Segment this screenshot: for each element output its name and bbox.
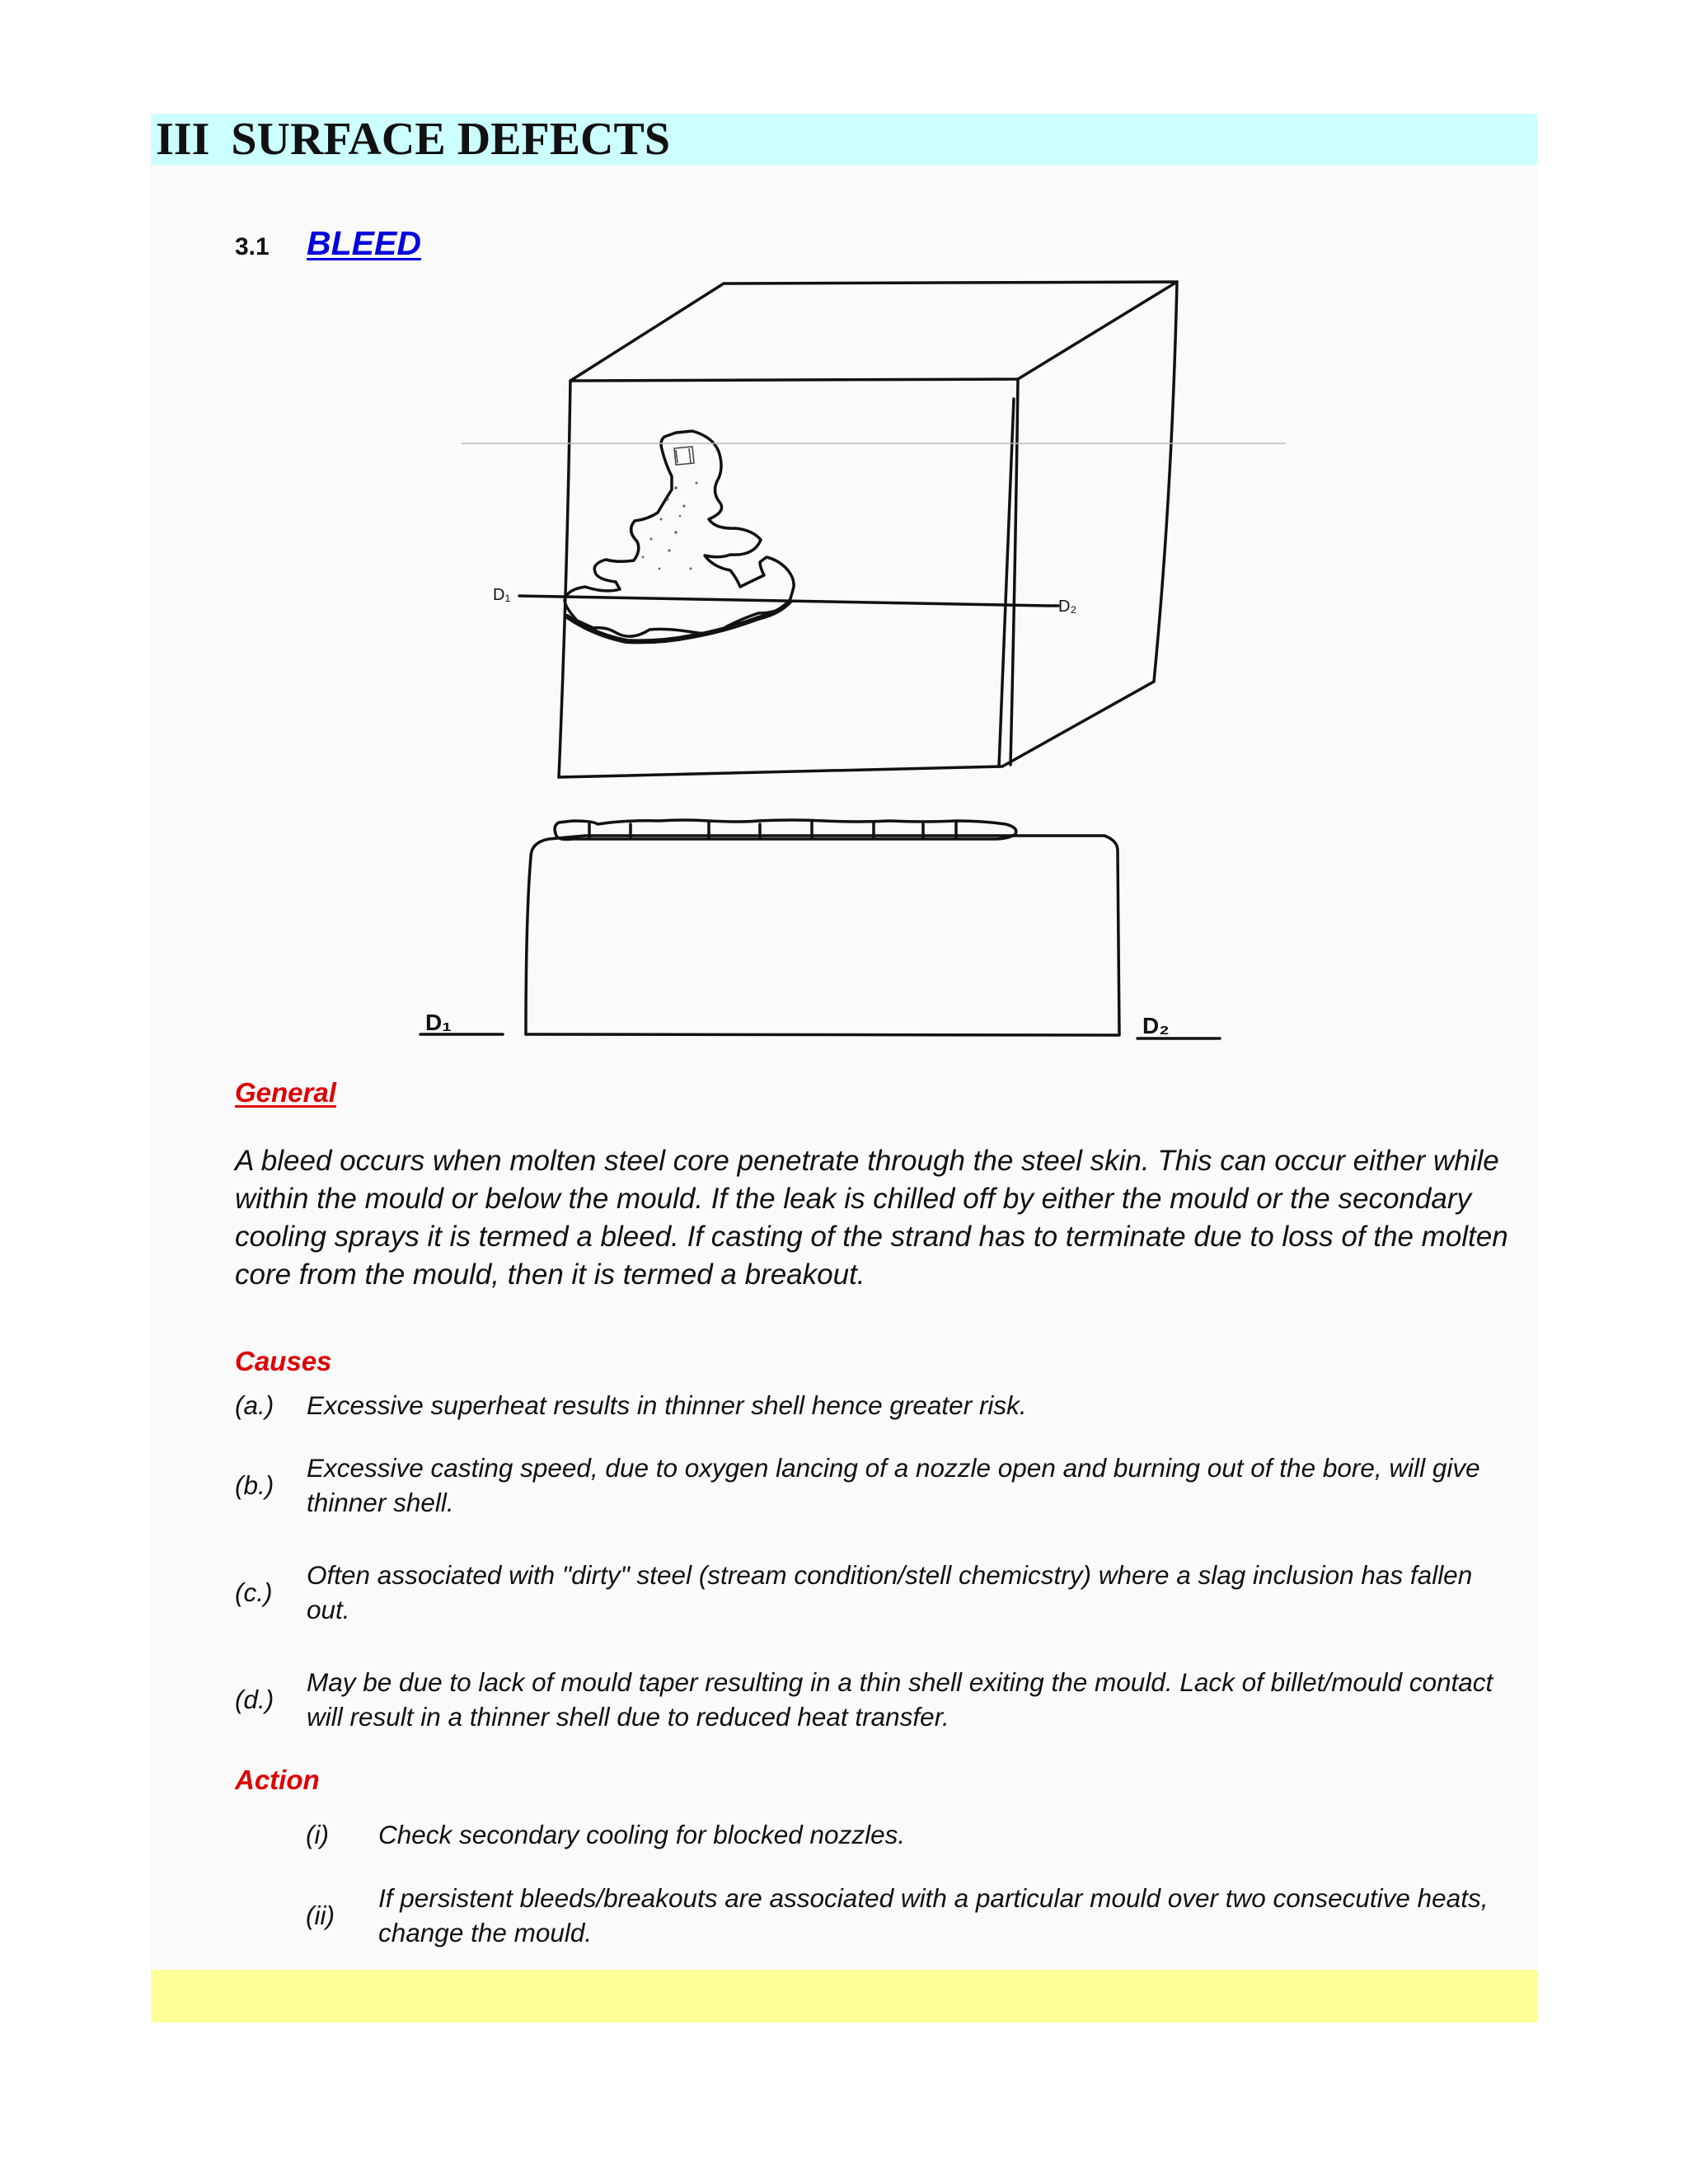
cause-label: (b.) [235, 1469, 274, 1500]
general-paragraph: A bleed occurs when molten steel core penetrate through the steel skin. This can occur either while within the mould or below the mould. If the leak is chilled off by either the mould or the secondary cooling sprays it is termed a bleed. If casting of the strand has to terminate due to loss of the molten core from the mould, then it is termed a breakout. [235, 1145, 1508, 1291]
action-heading: Action [235, 1765, 320, 1795]
label-d1-top: D₁ [493, 586, 511, 604]
footer-bar [151, 1970, 1537, 2022]
action-text: If persistent bleeds/breakouts are associated with a particular mould over two consecutive heats, change the mould. [378, 1883, 1489, 1947]
action-item [306, 1881, 1521, 1950]
cause-label: (d.) [235, 1684, 274, 1714]
cross-section [526, 820, 1119, 1035]
cause-item [235, 1388, 1521, 1422]
action-item [306, 1817, 1521, 1852]
section-number: 3.1 [235, 233, 270, 260]
action-label: (i) [306, 1819, 329, 1849]
cause-item [235, 1451, 1521, 1520]
section-heading [235, 224, 421, 263]
section-title-bar [151, 114, 1537, 165]
action-text: Check secondary cooling for blocked nozzles. [378, 1820, 906, 1849]
cause-label: (c.) [235, 1577, 273, 1607]
causes-heading: Causes [235, 1346, 332, 1376]
cause-text: May be due to lack of mould taper resulting in a thin shell exiting the mould. Lack of billet/mould contact will result in a thinner shell due to reduced heat transfer. [307, 1667, 1493, 1732]
cause-text: Often associated with "dirty" steel (stream condition/stell chemicstry) where a slag inclusion has fallen out. [307, 1560, 1473, 1624]
cause-item [235, 1665, 1521, 1734]
label-d2-top: D₂ [1058, 598, 1077, 616]
chapter-number: III [156, 114, 210, 165]
cause-item [235, 1558, 1521, 1627]
cause-text: Excessive casting speed, due to oxygen lancing of a nozzle open and burning out of the bore, will give thinner shell. [307, 1453, 1480, 1517]
bleed-defect-shape [565, 431, 794, 641]
section-title-link[interactable]: BLEED [307, 224, 421, 262]
general-heading: General [235, 1077, 336, 1108]
billet-cube [559, 282, 1177, 777]
cause-label: (a.) [235, 1390, 274, 1420]
bleed-sketch [425, 272, 1319, 1063]
action-label: (ii) [306, 1900, 335, 1930]
chapter-title: SURFACE DEFECTS [231, 114, 670, 165]
label-d2-bottom: D₂ [1142, 1013, 1170, 1038]
label-d1-bottom: D₁ [425, 1010, 452, 1035]
cause-text: Excessive superheat results in thinner shell hence greater risk. [307, 1390, 1027, 1420]
